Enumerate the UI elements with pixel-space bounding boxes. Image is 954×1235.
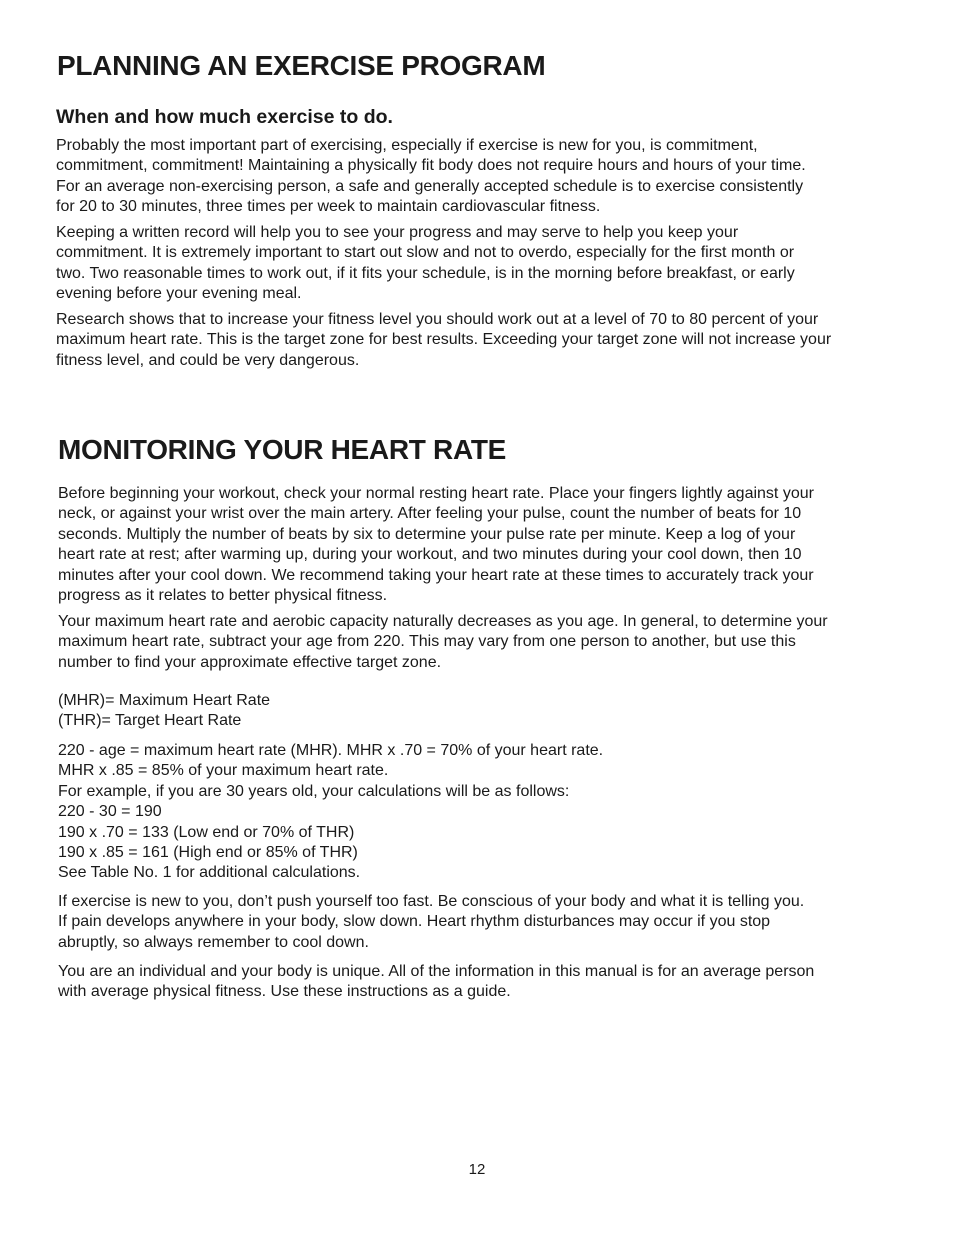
text-line: MHR x .85 = 85% of your maximum heart rate. <box>58 762 389 780</box>
text-line: commitment, commitment! Maintaining a physically fit body does not require hours and hours of your time. <box>56 157 806 175</box>
text-line: minutes after your cool down. We recommend taking your heart rate at these times to accurately track your <box>58 566 814 584</box>
text-line: (THR)= Target Heart Rate <box>58 712 242 730</box>
text-line: number to find your approximate effective target zone. <box>58 653 442 671</box>
section-title-monitoring-heart-rate: MONITORING YOUR HEART RATE <box>58 434 506 465</box>
text-line: See Table No. 1 for additional calculations. <box>58 864 361 882</box>
text-line: for 20 to 30 minutes, three times per week to maintain cardiovascular fitness. <box>56 198 601 216</box>
text-line: abruptly, so always remember to cool down. <box>58 933 369 951</box>
text-line: (MHR)= Maximum Heart Rate <box>58 692 271 709</box>
paragraph-individual-body <box>58 962 814 1003</box>
paragraph-abbreviations <box>58 691 270 732</box>
text-line: 220 - 30 = 190 <box>58 803 162 821</box>
text-line: You are an individual and your body is unique. All of the information in this manual is for an average person <box>58 963 815 980</box>
text-line: progress as it relates to better physical fitness. <box>58 587 388 605</box>
paragraph-calculations <box>58 741 603 884</box>
text-line: neck, or against your wrist over the main artery. After feeling your pulse, count the number of beats for 10 <box>58 505 802 523</box>
text-line: Keeping a written record will help you to see your progress and may serve to help you keep your <box>56 224 739 241</box>
paragraph-new-to-exercise <box>58 892 804 953</box>
text-line: 220 - age = maximum heart rate (MHR). MHR x .70 = 70% of your heart rate. <box>58 742 604 759</box>
paragraph-resting-heart-rate <box>58 484 814 606</box>
paragraph-research-target-zone <box>56 310 831 371</box>
text-line: If pain develops anywhere in your body, slow down. Heart rhythm disturbances may occur if you stop <box>58 913 771 931</box>
text-line: with average physical fitness. Use these instructions as a guide. <box>58 983 511 1001</box>
section-subtitle-when-how-much: When and how much exercise to do. <box>56 106 393 128</box>
text-line: commitment. It is extremely important to start out slow and not to overdo, especially for the first month or <box>56 244 795 262</box>
text-line: Before beginning your workout, check your normal resting heart rate. Place your fingers lightly against your <box>58 485 814 502</box>
text-line: evening before your evening meal. <box>56 285 302 303</box>
section-title-planning: PLANNING AN EXERCISE PROGRAM <box>57 50 546 81</box>
text-line: seconds. Multiply the number of beats by six to determine your pulse rate per minute. Keep a log of your <box>58 525 796 543</box>
paragraph-written-record <box>56 223 795 305</box>
text-line: Research shows that to increase your fitness level you should work out at a level of 70 to 80 percent of your <box>56 311 819 328</box>
paragraph-commitment <box>56 136 806 218</box>
text-line: For example, if you are 30 years old, your calculations will be as follows: <box>58 782 570 800</box>
text-line: 190 x .85 = 161 (High end or 85% of THR) <box>58 844 358 862</box>
text-line: For an average non-exercising person, a safe and generally accepted schedule is to exercise consistently <box>56 177 804 195</box>
text-line: heart rate at rest; after warming up, during your workout, and two minutes during your cool down, then 10 <box>58 546 802 564</box>
text-line: 190 x .70 = 133 (Low end or 70% of THR) <box>58 823 355 841</box>
text-line: two. Two reasonable times to work out, if it fits your schedule, is in the morning before breakfast, or early <box>56 264 795 282</box>
text-line: If exercise is new to you, don’t push yourself too fast. Be conscious of your body and what it is telling you. <box>58 893 805 910</box>
text-line: maximum heart rate. This is the target zone for best results. Exceeding your target zone will not increase your <box>56 331 832 349</box>
page-number: 12 <box>468 1161 486 1178</box>
text-line: fitness level, and could be very dangerous. <box>56 351 360 369</box>
text-line: Your maximum heart rate and aerobic capacity naturally decreases as you age. In general, to determine your <box>58 613 828 630</box>
text-line: maximum heart rate, subtract your age from 220. This may vary from one person to another, but use this <box>58 633 796 651</box>
paragraph-maximum-heart-rate <box>58 612 828 673</box>
text-line: Probably the most important part of exercising, especially if exercise is new for you, is commitment, <box>56 137 758 154</box>
